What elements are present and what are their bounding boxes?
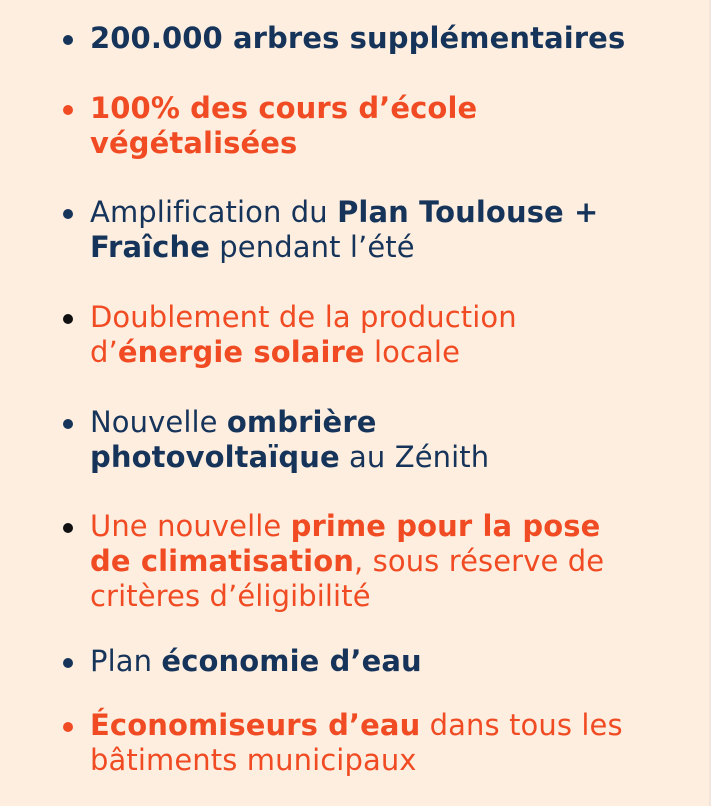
bullet-icon xyxy=(63,523,73,533)
item-text: 200.000 arbres supplémentaires xyxy=(90,21,626,55)
item-text: , sous réserve de xyxy=(354,544,605,578)
item-text-bold: prime pour la pose xyxy=(290,509,601,543)
item-text: pendant l’été xyxy=(209,230,415,264)
item-text-bold: photovoltaïque xyxy=(90,440,340,474)
item-text: végétalisées xyxy=(90,126,298,160)
item-text: Doublement de la production xyxy=(90,300,517,334)
list-item xyxy=(90,405,690,475)
bullet-icon xyxy=(63,419,73,429)
item-text-bold: économie d’eau xyxy=(161,644,422,678)
item-text: locale xyxy=(364,335,461,369)
item-text: au Zénith xyxy=(339,440,490,474)
bullet-icon xyxy=(63,35,73,45)
item-text: Amplification du xyxy=(90,195,338,229)
item-text: bâtiments municipaux xyxy=(90,743,417,777)
item-text: d’ xyxy=(90,335,118,369)
item-text: 100% des cours d’école xyxy=(90,91,478,125)
bullet-icon xyxy=(63,209,73,219)
item-text: Nouvelle xyxy=(90,405,227,439)
item-text-bold: Économiseurs d’eau xyxy=(90,708,421,742)
list-item xyxy=(90,21,690,56)
item-text-bold: Plan Toulouse + xyxy=(337,195,599,229)
bullet-icon xyxy=(63,105,73,115)
item-text-bold: de climatisation xyxy=(90,544,354,578)
list-item xyxy=(90,195,690,265)
item-text: Plan xyxy=(90,644,162,678)
item-text: critères d’éligibilité xyxy=(90,579,371,613)
list-item xyxy=(90,91,690,161)
list-item xyxy=(90,509,690,614)
bullet-icon xyxy=(63,314,73,324)
item-text-bold: énergie solaire xyxy=(117,335,365,369)
item-text-bold: ombrière xyxy=(226,405,377,439)
bullet-icon xyxy=(63,658,73,668)
bullet-icon xyxy=(63,722,73,732)
item-text-bold: Fraîche xyxy=(90,230,210,264)
item-text: dans tous les xyxy=(420,708,623,742)
item-text: Une nouvelle xyxy=(90,509,291,543)
list-item xyxy=(90,300,690,370)
list-item xyxy=(90,644,690,679)
list-item xyxy=(90,708,690,778)
